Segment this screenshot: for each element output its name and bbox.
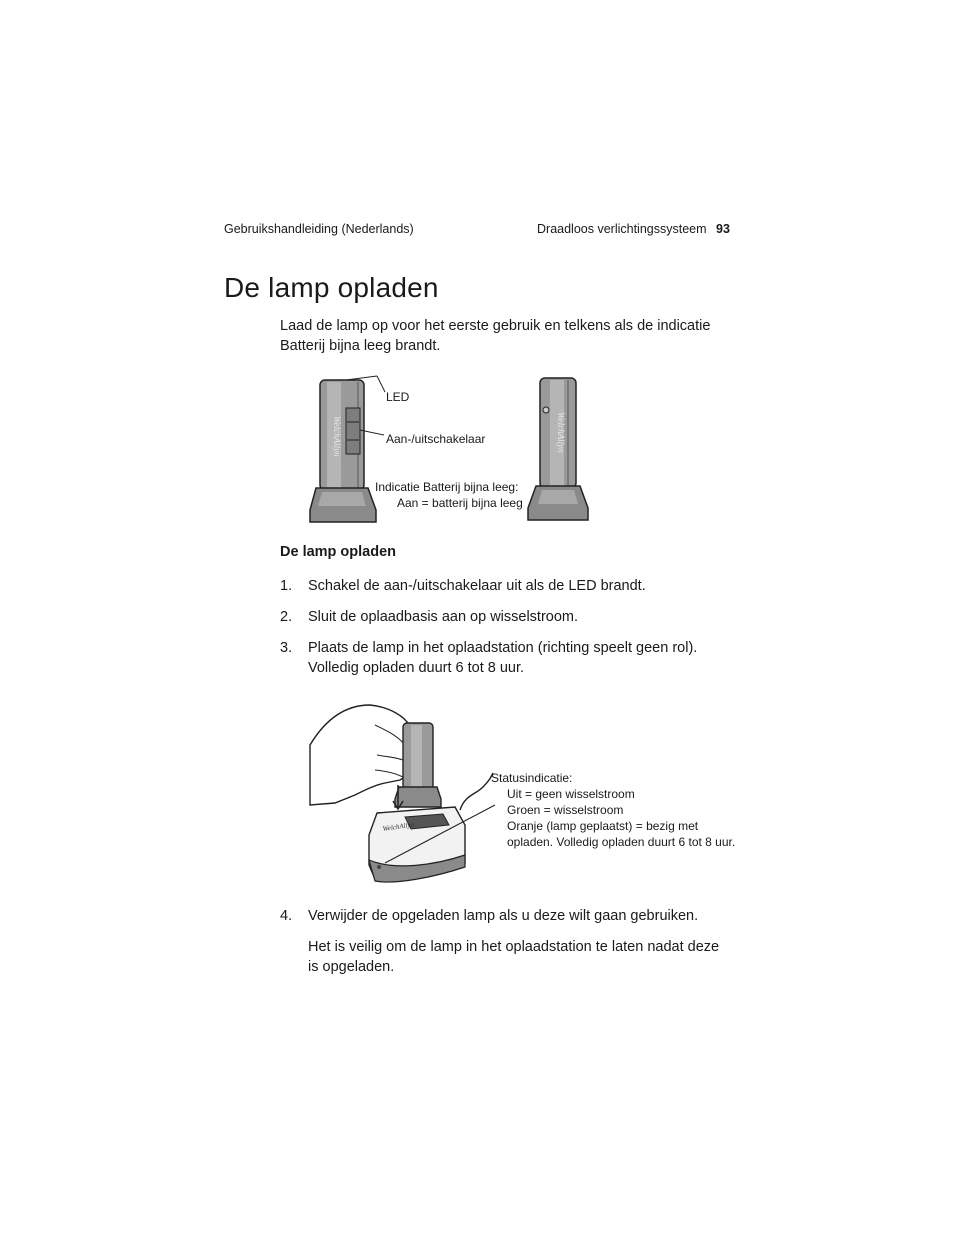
status-line-orange-cont: opladen. Volledig opladen duurt 6 tot 8 uur.	[507, 835, 736, 849]
step-number: 2.	[280, 609, 293, 625]
lamp-back-illustration	[528, 378, 588, 520]
lamp-brand-logo-left: WelchAllyn	[332, 416, 342, 457]
charging-base-illustration	[369, 807, 465, 882]
step-number: 4.	[280, 908, 293, 924]
intro-paragraph: Laad de lamp op voor het eerste gebruik en telkens als de indicatie Batterij bijna leeg brandt.	[280, 318, 711, 354]
step-text: Verwijder de opgeladen lamp als u deze wilt gaan gebruiken.	[308, 908, 699, 924]
step-1	[280, 576, 740, 596]
label-battery-indicator-title: Indicatie Batterij bijna leeg:	[375, 480, 519, 494]
step-2	[280, 607, 740, 627]
step-text: Plaats de lamp in het oplaadstation (richting speelt geen rol). Volledig opladen duurt 6 tot 8 uur.	[308, 640, 698, 676]
lamp-front-illustration	[310, 380, 376, 522]
step-text: Schakel de aan-/uitschakelaar uit als de LED brandt.	[308, 578, 646, 594]
page-number: 93	[716, 222, 730, 236]
step-4	[280, 906, 740, 926]
charging-station-figure	[305, 695, 500, 890]
step-number: 3.	[280, 640, 293, 656]
label-power-switch: Aan-/uitschakelaar	[386, 432, 486, 446]
section-subheading: De lamp opladen	[280, 544, 397, 560]
status-line-green: Groen = wisselstroom	[507, 803, 624, 817]
status-line-off: Uit = geen wisselstroom	[507, 787, 635, 801]
label-battery-indicator-desc: Aan = batterij bijna leeg	[397, 496, 523, 510]
step-text: Sluit de oplaadbasis aan op wisselstroom.	[308, 609, 579, 625]
label-led: LED	[386, 390, 410, 404]
status-line-orange: Oranje (lamp geplaatst) = bezig met	[507, 819, 699, 833]
status-indicator-title: Statusindicatie:	[491, 771, 573, 785]
header-manual-title: Gebruikshandleiding (Nederlands)	[224, 222, 414, 236]
step-number: 1.	[280, 578, 293, 594]
header-section-title: Draadloos verlichtingssysteem	[537, 222, 707, 236]
step-4-note: Het is veilig om de lamp in het oplaadstation te laten nadat deze is opgeladen.	[308, 939, 720, 975]
base-brand-logo: WelchAllyn	[382, 820, 415, 833]
lamp-brand-logo-right: WelchAllyn	[556, 412, 566, 453]
step-3	[280, 638, 740, 678]
page-title: De lamp opladen	[224, 272, 439, 303]
